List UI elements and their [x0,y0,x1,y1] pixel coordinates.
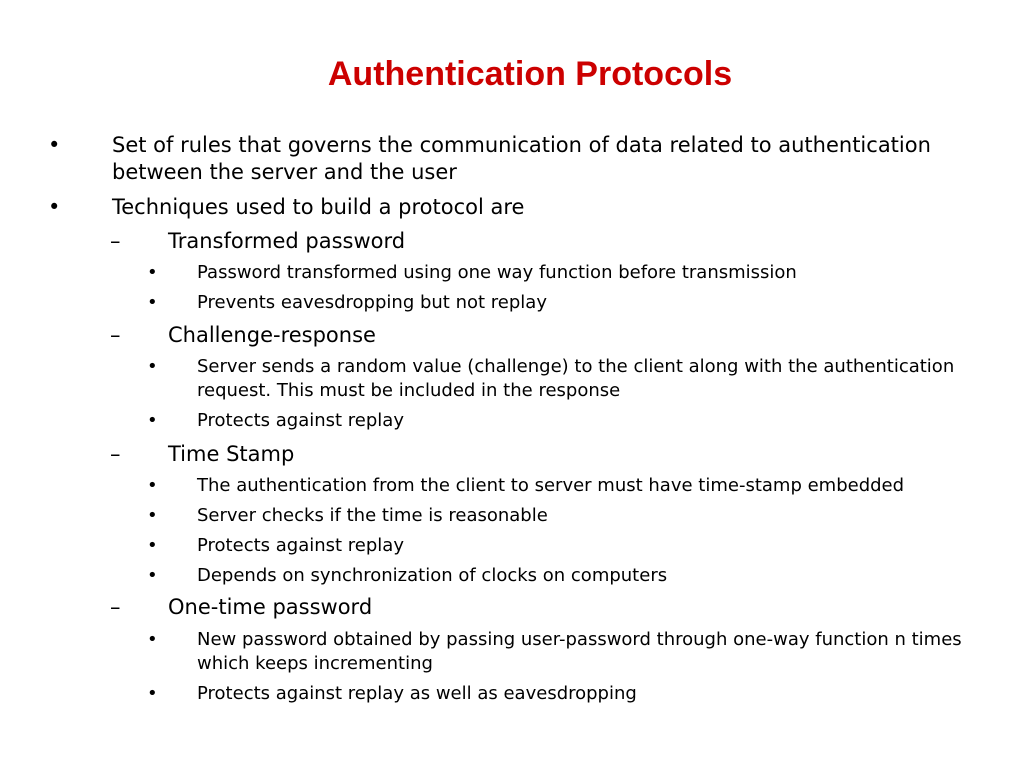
bullet-marker: • [147,565,158,586]
technique-heading [110,594,1008,621]
technique-heading [110,228,1008,255]
slide-title: Authentication Protocols [327,55,733,93]
sub-bullet-item [147,628,1012,676]
dash-marker: – [110,229,121,253]
technique-label: Challenge-response [168,323,376,347]
bullet-marker: • [147,292,158,313]
sub-bullet-item [147,534,1012,558]
sub-bullet-text: Prevents eavesdropping but not replay [197,292,547,313]
bullet-item [48,132,1017,186]
technique-label: One-time password [168,595,373,619]
bullet-marker: • [48,195,61,219]
bullet-marker: • [147,262,158,283]
bullet-marker: • [147,505,158,526]
bullet-marker: • [48,133,61,157]
sub-bullet-text: Password transformed using one way function before transmission [197,262,797,283]
bullet-item [48,194,1017,221]
bullet-text: Techniques used to build a protocol are [112,195,525,219]
sub-bullet-text: Server checks if the time is reasonable [197,505,548,526]
sub-bullet-text: Depends on synchronization of clocks on computers [197,565,668,586]
bullet-marker: • [147,535,158,556]
sub-bullet-item [147,474,1012,498]
technique-heading [110,322,1008,349]
bullet-text: Set of rules that governs the communication of data related to authentication between the server and the user [112,133,931,184]
sub-bullet-item [147,261,1012,285]
sub-bullet-item [147,682,1012,706]
bullet-marker: • [147,356,158,377]
bullet-marker: • [147,629,158,650]
dash-marker: – [110,323,121,347]
bullet-marker: • [147,410,158,431]
sub-bullet-item [147,291,1012,315]
sub-bullet-item [147,409,1012,433]
technique-heading [110,441,1008,468]
sub-bullet-item [147,564,1012,588]
technique-label: Transformed password [168,229,406,253]
dash-marker: – [110,595,121,619]
dash-marker: – [110,442,121,466]
sub-bullet-text: Server sends a random value (challenge) to the client along with the authentication request. This must be included in the response [197,356,955,401]
sub-bullet-item [147,355,1012,403]
sub-bullet-text: Protects against replay [197,535,404,556]
technique-label: Time Stamp [168,442,295,466]
sub-bullet-item [147,504,1012,528]
bullet-marker: • [147,475,158,496]
sub-bullet-text: Protects against replay as well as eavesdropping [197,683,637,704]
sub-bullet-text: The authentication from the client to server must have time-stamp embedded [197,475,905,496]
bullet-marker: • [147,683,158,704]
sub-bullet-text: New password obtained by passing user-password through one-way function n times which keeps incrementing [197,629,962,674]
sub-bullet-text: Protects against replay [197,410,404,431]
